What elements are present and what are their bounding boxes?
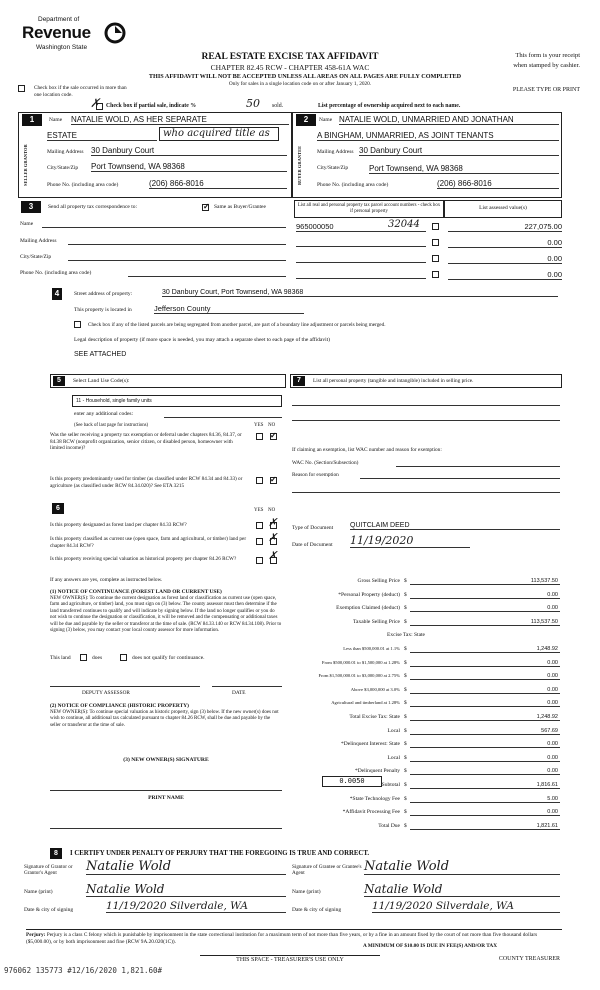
does-label: does xyxy=(92,655,103,661)
doc-date-field[interactable]: 11/19/2020 xyxy=(350,534,470,548)
local-rate-box[interactable]: 0.0050 xyxy=(322,776,382,787)
assessed-value-field[interactable]: 0.00 xyxy=(448,270,562,280)
seller-name-line2[interactable]: ESTATE xyxy=(47,131,157,141)
dept-small-text: Department of xyxy=(38,16,80,23)
sec5-question-2: Is this property predominantly used for timber (as classified under RCW 84.34 and 84.33) or agriculture (as classified under RCW 84.34.020)? See ETA 3215 xyxy=(50,476,243,489)
calc-row xyxy=(292,796,560,806)
sales-note: Only for sales in a single location code on or after January 1, 2020. xyxy=(228,81,372,87)
sec5-q2-yes-checkbox[interactable] xyxy=(256,477,263,484)
partial-sale-label: Check box if partial sale, indicate % xyxy=(106,103,197,109)
sec6-question-1: Is this property designated as forest land per chapter 84.33 RCW? xyxy=(50,522,187,528)
segregated-checkbox[interactable] xyxy=(74,321,81,328)
calc-dollar-sign: $ xyxy=(404,686,407,693)
new-owner-signature-line[interactable] xyxy=(50,790,282,791)
sec1-name-label: Name xyxy=(49,117,63,123)
land-use-value: 11 - Household, single family units xyxy=(76,398,152,404)
parcel-number-field[interactable] xyxy=(296,278,426,279)
calc-row xyxy=(292,619,560,629)
sec6-q1-no-mark: ✗ xyxy=(268,516,278,529)
section-2-number: 2 xyxy=(296,114,316,126)
dept-state-text: Washington State xyxy=(36,44,88,51)
correspondence-phone-field[interactable] xyxy=(128,276,286,277)
calc-row-value[interactable]: 0.00 xyxy=(410,687,560,694)
personal-property-checkbox[interactable] xyxy=(432,255,439,262)
calc-row-label: Less than $500,000.01 at 1.1% xyxy=(343,646,400,651)
grantor-name-label: Name (print) xyxy=(24,889,53,895)
calc-row-value[interactable]: 1,816.61 xyxy=(410,782,560,789)
calc-row xyxy=(292,592,560,602)
sec5-q1-yes-checkbox[interactable] xyxy=(256,433,263,440)
sec6-q1-yes-checkbox[interactable] xyxy=(256,522,263,529)
see-back-note: (See back of last page for instructions) xyxy=(74,423,149,428)
deputy-signature-line[interactable] xyxy=(50,686,200,687)
sec2-mail-label: Mailing Address xyxy=(317,149,354,155)
deputy-assessor-label: DEPUTY ASSESSOR xyxy=(82,690,130,696)
calc-row xyxy=(292,632,560,642)
personal-property-checkbox[interactable] xyxy=(432,271,439,278)
sec2-name-label: Name xyxy=(319,117,333,123)
department-logo xyxy=(22,16,132,66)
calc-dollar-sign: $ xyxy=(404,782,407,788)
calc-row-label: Total Due xyxy=(378,822,400,829)
grantor-signature-label: Signature of Grantor or Grantor's Agent xyxy=(24,864,73,876)
grantee-name-print[interactable]: Natalie Wold xyxy=(364,882,560,897)
minimum-note: A MINIMUM OF $10.00 IS DUE IN FEE(S) AND/OR TAX xyxy=(362,943,498,949)
calc-dollar-sign: $ xyxy=(404,700,407,707)
seller-name-handwritten: who acquired title as xyxy=(159,127,279,141)
grantee-date-city[interactable]: 11/19/2020 Silverdale, WA xyxy=(372,900,560,913)
correspondence-name-field[interactable] xyxy=(42,227,286,228)
calc-row-label: *Delinquent Interest: State xyxy=(341,741,400,748)
sec5-q2-no-check: ✓ xyxy=(270,475,277,484)
sec6-q3-no-mark: ✗ xyxy=(268,549,278,562)
calc-dollar-sign: $ xyxy=(404,605,407,612)
correspondence-label: Send all property tax correspondence to: xyxy=(48,204,138,210)
calc-dollar-sign: $ xyxy=(404,809,407,816)
does-not-label: does not qualify for continuance. xyxy=(132,655,205,661)
calc-row-value[interactable]: 0.00 xyxy=(410,605,560,612)
calc-dollar-sign: $ xyxy=(404,741,407,748)
wac-label: WAC No. (Section/Subsection) xyxy=(292,460,359,466)
notice-2-title: (2) NOTICE OF COMPLIANCE (HISTORIC PROPERTY) xyxy=(50,703,189,709)
sec2-city-label: City/State/Zip xyxy=(317,165,349,171)
correspondence-city-field[interactable] xyxy=(68,260,286,261)
calc-dollar-sign: $ xyxy=(404,727,407,734)
calc-row xyxy=(292,700,560,710)
calc-row-value[interactable]: 567.69 xyxy=(410,728,560,735)
sec3-mail-label: Mailing Address xyxy=(20,238,57,244)
parcel-row xyxy=(296,236,562,250)
calc-row-label: *Personal Property (deduct) xyxy=(338,591,400,598)
calc-row-label: From $1,500,000.01 to $3,000,000 at 2.75% xyxy=(318,673,400,679)
seller-grantor-label: SELLER GRANTOR xyxy=(23,144,28,186)
sec6-question-3: Is this property receiving special valuation as historical property per chapter 84.26 RCW? xyxy=(50,556,237,562)
calc-row xyxy=(292,673,560,683)
calc-row xyxy=(292,660,560,670)
new-owner-signature-label: (3) NEW OWNER(S) SIGNATURE xyxy=(123,757,209,763)
calc-row-value[interactable]: 0.00 xyxy=(410,660,560,667)
calc-row-value[interactable]: 0.00 xyxy=(410,768,560,775)
buyer-grantee-label: BUYER GRANTEE xyxy=(297,145,302,185)
grantor-date-label: Date & city of signing xyxy=(24,907,74,913)
section-2-box xyxy=(292,112,562,198)
calc-row xyxy=(292,687,560,697)
calc-row xyxy=(292,728,560,738)
notice-1-text: NEW OWNER(S): To continue the current designation as forest land or classification as current use (open space, farm and agriculture, or timber) land, you must sign on (3) below. The county assessor must then determine if the land transferred continues to qualify and will indicate by signing below. If the land no longer qualifies or you do not wish to continue the designation or classification, it will be removed and the compensating or additional taxes will be due and payable by the seller or transferor at the time of sale. (RCW 84.33.140 or RCW 84.34.108). Prior to signing (3) below, you may contact your local county assessor for more information. xyxy=(50,596,282,634)
assessed-value-field[interactable]: 0.00 xyxy=(448,254,562,264)
sec1-city-label: City/State/Zip xyxy=(47,165,79,171)
seller-phone-field[interactable]: (206) 866-8016 xyxy=(149,179,287,189)
calc-row-value[interactable]: 0.00 xyxy=(410,741,560,748)
parcel-handwritten: 32044 xyxy=(388,219,420,230)
does-not-checkbox[interactable] xyxy=(120,654,127,661)
sec6-yes-header: YES xyxy=(254,508,264,513)
calc-dollar-sign: $ xyxy=(404,822,407,829)
grantee-signature-label: Signature of Grantee or Grantee's Agent xyxy=(292,864,362,876)
located-label: This property is located in xyxy=(74,307,132,313)
section-7-box xyxy=(290,374,562,388)
section-6-number: 6 xyxy=(52,503,64,514)
multi-location-checkbox[interactable] xyxy=(18,85,25,92)
sec5-question-1: Was the seller receiving a property tax exemption or deferral under chapters 84.36, 84.37, or 84.38 RCW (nonprofit organization, senior citizen, or disabled person, homeowner with limited income)? xyxy=(50,432,242,451)
segregated-label: Check box if any of the listed parcels are being segregated from another parcel, are part of a boundary line adjustment or parcels being merged. xyxy=(88,322,386,328)
calc-row xyxy=(292,755,560,765)
section-1-number: 1 xyxy=(22,114,42,126)
calc-dollar-sign: $ xyxy=(404,578,407,584)
grantee-name-label: Name (print) xyxy=(292,889,321,895)
parcel-row xyxy=(296,252,562,266)
additional-codes-label: enter any additional codes: xyxy=(74,411,134,417)
sec2-phone-label: Phone No. (including area code) xyxy=(317,182,389,188)
dept-big-text: Revenue xyxy=(22,23,91,42)
parcel-number-field[interactable]: 965000050 xyxy=(296,222,426,232)
calc-row-label: Above $3,000,000 at 3.0% xyxy=(350,686,400,692)
perjury-label: Perjury: xyxy=(26,932,46,938)
calc-row-label: Total Excise Tax: State xyxy=(349,714,400,720)
sec1-mail-label: Mailing Address xyxy=(47,149,84,155)
parcel-row xyxy=(296,220,562,234)
deputy-date-label: DATE xyxy=(232,690,246,696)
sec1-phone-label: Phone No. (including area code) xyxy=(47,182,119,188)
section-4-area xyxy=(54,286,562,366)
county-treasurer-label: COUNTY TREASURER xyxy=(498,956,560,962)
calc-row xyxy=(292,741,560,751)
calc-row xyxy=(292,823,560,833)
correspondence-mail-field[interactable] xyxy=(68,244,286,245)
cashier-stamp: 976062 135773 #12/16/2020 1,821.60# xyxy=(4,966,163,975)
legal-description-field[interactable]: SEE ATTACHED xyxy=(74,351,127,358)
treasurer-use-label: THIS SPACE - TREASURER'S USE ONLY xyxy=(200,955,380,963)
seller-city-field[interactable]: Port Townsend, WA 98368 xyxy=(91,162,287,172)
receipt-note-2: when stamped by cashier. xyxy=(513,62,580,69)
doc-date-label: Date of Document xyxy=(292,542,333,548)
sec5-q1-no-check: ✓ xyxy=(270,431,277,440)
receipt-note-1: This form is your receipt xyxy=(515,52,580,59)
parcel-number-field[interactable] xyxy=(296,262,426,263)
legal-description-label: Legal description of property (if more space is needed, you may attach a separate sheet to each page of the affidavit) xyxy=(74,337,330,343)
sec6-q2-yes-checkbox[interactable] xyxy=(256,538,263,545)
reason-field[interactable] xyxy=(360,478,560,479)
street-label: Street address of property: xyxy=(74,291,133,297)
calc-row-label: Gross Selling Price xyxy=(357,578,400,584)
multi-location-label: Check box if the sale occurred in more than one location code. xyxy=(34,85,127,98)
section-5-number: 5 xyxy=(53,376,65,386)
calc-dollar-sign: $ xyxy=(404,646,407,652)
doc-type-label: Type of Document xyxy=(292,525,334,531)
sec3-name-label: Name xyxy=(20,221,34,227)
buyer-phone-field[interactable]: (206) 866-8016 xyxy=(437,179,559,189)
section-8-area xyxy=(22,846,562,926)
parcel-header: List all real and personal property tax parcel account numbers - check box if personal property xyxy=(294,200,444,218)
calc-row-label: *Affidavit Processing Fee xyxy=(342,809,400,816)
deputy-date-line[interactable] xyxy=(212,686,282,687)
personal-property-line[interactable] xyxy=(292,405,560,406)
print-name-label: PRINT NAME xyxy=(148,795,184,801)
does-checkbox[interactable] xyxy=(80,654,87,661)
ownership-note: List percentage of ownership acquired next to each name. xyxy=(318,103,461,109)
personal-property-checkbox[interactable] xyxy=(432,223,439,230)
calc-dollar-sign: $ xyxy=(404,591,407,598)
grantor-signature[interactable]: Natalie Wold xyxy=(86,859,286,875)
street-address-field[interactable]: 30 Danbury Court, Port Townsend, WA 98368 xyxy=(162,289,558,297)
this-land-label: This land xyxy=(50,655,71,661)
calc-row-value[interactable]: 1,821.61 xyxy=(410,823,560,830)
assessed-header: List assessed value(s) xyxy=(444,200,562,218)
sec3-phone-label: Phone No. (including area code) xyxy=(20,270,92,276)
section-7-number: 7 xyxy=(293,376,305,386)
sec6-question-2: Is this property classified as current use (open space, farm and agricultural, or timber) land per chapter 84.34 RCW? xyxy=(50,536,247,549)
same-as-check-mark: ✓ xyxy=(203,202,210,211)
buyer-name-line2[interactable]: A BINGHAM, UNMARRIED, AS JOINT TENANTS xyxy=(317,131,559,141)
section-1-box xyxy=(18,112,292,198)
partial-sale-percent[interactable]: 50 xyxy=(246,97,260,110)
sec5-no-header: NO xyxy=(268,423,276,428)
personal-property-line[interactable] xyxy=(292,420,560,421)
section-3-number: 3 xyxy=(21,201,41,213)
buyer-mailing-field[interactable]: 30 Danbury Court xyxy=(359,146,559,156)
land-use-select[interactable] xyxy=(72,395,282,407)
grantor-date-city[interactable]: 11/19/2020 Silverdale, WA xyxy=(106,900,286,913)
sec5-yes-header: YES xyxy=(254,423,264,428)
partial-sale-checkmark: ✗ xyxy=(90,96,101,110)
calc-row-value[interactable]: 1,248.92 xyxy=(410,646,560,653)
calc-row-label: Taxable Selling Price xyxy=(353,618,400,625)
type-or-print: PLEASE TYPE OR PRINT xyxy=(512,87,580,93)
calc-dollar-sign: $ xyxy=(404,714,407,720)
calc-row-value[interactable]: 0.00 xyxy=(410,755,560,762)
print-name-line[interactable] xyxy=(50,828,282,829)
calc-dollar-sign: $ xyxy=(404,618,407,625)
calc-row-value[interactable]: 0.00 xyxy=(410,700,560,707)
grantee-date-label: Date & city of signing xyxy=(292,907,342,913)
wac-field[interactable] xyxy=(396,466,560,467)
county-field[interactable]: Jefferson County xyxy=(154,304,304,314)
grantor-name-print[interactable]: Natalie Wold xyxy=(86,882,286,897)
seller-mailing-field[interactable]: 30 Danbury Court xyxy=(91,146,287,156)
parcel-number-field[interactable] xyxy=(296,246,426,247)
doc-type-field[interactable]: QUITCLAIM DEED xyxy=(350,522,560,530)
revenue-logo-icon xyxy=(104,22,126,44)
notice-1-title: (1) NOTICE OF CONTINUANCE (FOREST LAND OR CURRENT USE) xyxy=(50,589,222,595)
calc-row xyxy=(292,809,560,819)
calc-row-value[interactable]: 0.00 xyxy=(410,673,560,680)
calc-row-value[interactable]: 113,537.50 xyxy=(410,578,560,585)
section-3-area xyxy=(18,198,562,284)
section-4-number: 4 xyxy=(52,288,62,300)
exemption-claim-label: If claiming an exemption, list WAC number and reason for exemption: xyxy=(292,447,442,453)
calc-row-label: Subtotal xyxy=(381,782,400,788)
calc-dollar-sign: $ xyxy=(404,754,407,761)
calc-row-label: Exemption Claimed (deduct) xyxy=(336,605,400,612)
perjury-text: Perjury is a class C felony which is punishable by imprisonment in the state correctional institution for a maximum term of not more than five years, or by a fine in an amount fixed by the court of not more than five thousand dollars ($5,000.00), or by both imprisonment and fine (RCW 9A.20.020(1C)). xyxy=(26,932,538,945)
sold-label: sold. xyxy=(272,103,284,109)
form-subtitle: CHAPTER 82.45 RCW - CHAPTER 458-61A WAC xyxy=(210,63,370,72)
section-5-box xyxy=(50,374,286,388)
sec6-q3-yes-checkbox[interactable] xyxy=(256,557,263,564)
seller-name-field[interactable]: NATALIE WOLD, AS HER SEPARATE xyxy=(71,115,289,125)
calc-row-label: Agricultural and timberland at 1.28% xyxy=(331,700,400,706)
sec3-city-label: City/State/Zip xyxy=(20,254,52,260)
calc-row-label: *Delinquent Penalty xyxy=(354,768,400,775)
certify-text: I CERTIFY UNDER PENALTY OF PERJURY THAT THE FOREGOING IS TRUE AND CORRECT. xyxy=(70,850,370,857)
calc-row-label: Local xyxy=(387,754,400,761)
calc-row-label: *State Technology Fee xyxy=(349,795,400,802)
perjury-notice xyxy=(26,929,562,946)
notice-2-text: NEW OWNER(S): To continue special valuation as historic property, sign (3) below. If the new owner(s) does not wish to continue, all additional tax calculated pursuant to chapter 84.26 RCW, shall be due and payable by the seller or transferor at the time of sale. xyxy=(50,710,279,728)
buyer-name-field[interactable]: NATALIE WOLD, UNMARRIED AND JONATHAN xyxy=(339,115,559,125)
buyer-city-field[interactable]: Port Townsend, WA 98368 xyxy=(369,164,559,174)
calc-row-label: Excise Tax: State xyxy=(386,632,425,639)
grantee-signature[interactable]: Natalie Wold xyxy=(364,859,560,875)
calc-dollar-sign: $ xyxy=(404,768,407,775)
reason-label: Reason for exemption xyxy=(292,472,339,478)
warning-text: THIS AFFIDAVIT WILL NOT BE ACCEPTED UNLESS ALL AREAS ON ALL PAGES ARE FULLY COMPLETED xyxy=(148,73,462,80)
if-yes-note: If any answers are yes, complete as instructed below. xyxy=(50,577,163,583)
reason-field-line2[interactable] xyxy=(292,492,560,493)
same-as-buyer-label: Same as Buyer/Grantee xyxy=(214,204,266,210)
calc-dollar-sign: $ xyxy=(404,795,407,802)
parcel-row xyxy=(296,268,562,282)
calc-row xyxy=(292,578,560,588)
calc-row-value[interactable]: 5.00 xyxy=(410,796,560,803)
section-8-number: 8 xyxy=(50,848,62,859)
sec6-q2-no-mark: ✗ xyxy=(268,531,278,544)
calc-row-value[interactable]: 113,537.50 xyxy=(410,619,560,626)
personal-property-checkbox[interactable] xyxy=(432,239,439,246)
assessed-value-field[interactable]: 0.00 xyxy=(448,238,562,248)
assessed-value-field[interactable]: 227,075.00 xyxy=(448,222,562,232)
calc-row-value[interactable]: 1,248.92 xyxy=(410,714,560,721)
calc-dollar-sign: $ xyxy=(404,673,407,680)
calc-row xyxy=(292,646,560,656)
form-title: REAL ESTATE EXCISE TAX AFFIDAVIT xyxy=(201,52,379,62)
calc-row xyxy=(292,714,560,724)
calc-row-value[interactable]: 0.00 xyxy=(410,592,560,599)
calc-row xyxy=(292,605,560,615)
calc-row-value[interactable]: 0.00 xyxy=(410,809,560,816)
calc-row-label: From $500,000.01 to $1,500,000 at 1.28% xyxy=(321,659,400,665)
calc-row-label: Local xyxy=(387,727,400,734)
land-use-label: Select Land Use Code(s): xyxy=(73,378,130,384)
sec6-no-header: NO xyxy=(268,508,276,513)
calc-dollar-sign: $ xyxy=(404,659,407,666)
additional-codes-field[interactable] xyxy=(164,417,282,418)
personal-property-label: List all personal property (tangible and intangible) included in selling price. xyxy=(313,378,474,384)
